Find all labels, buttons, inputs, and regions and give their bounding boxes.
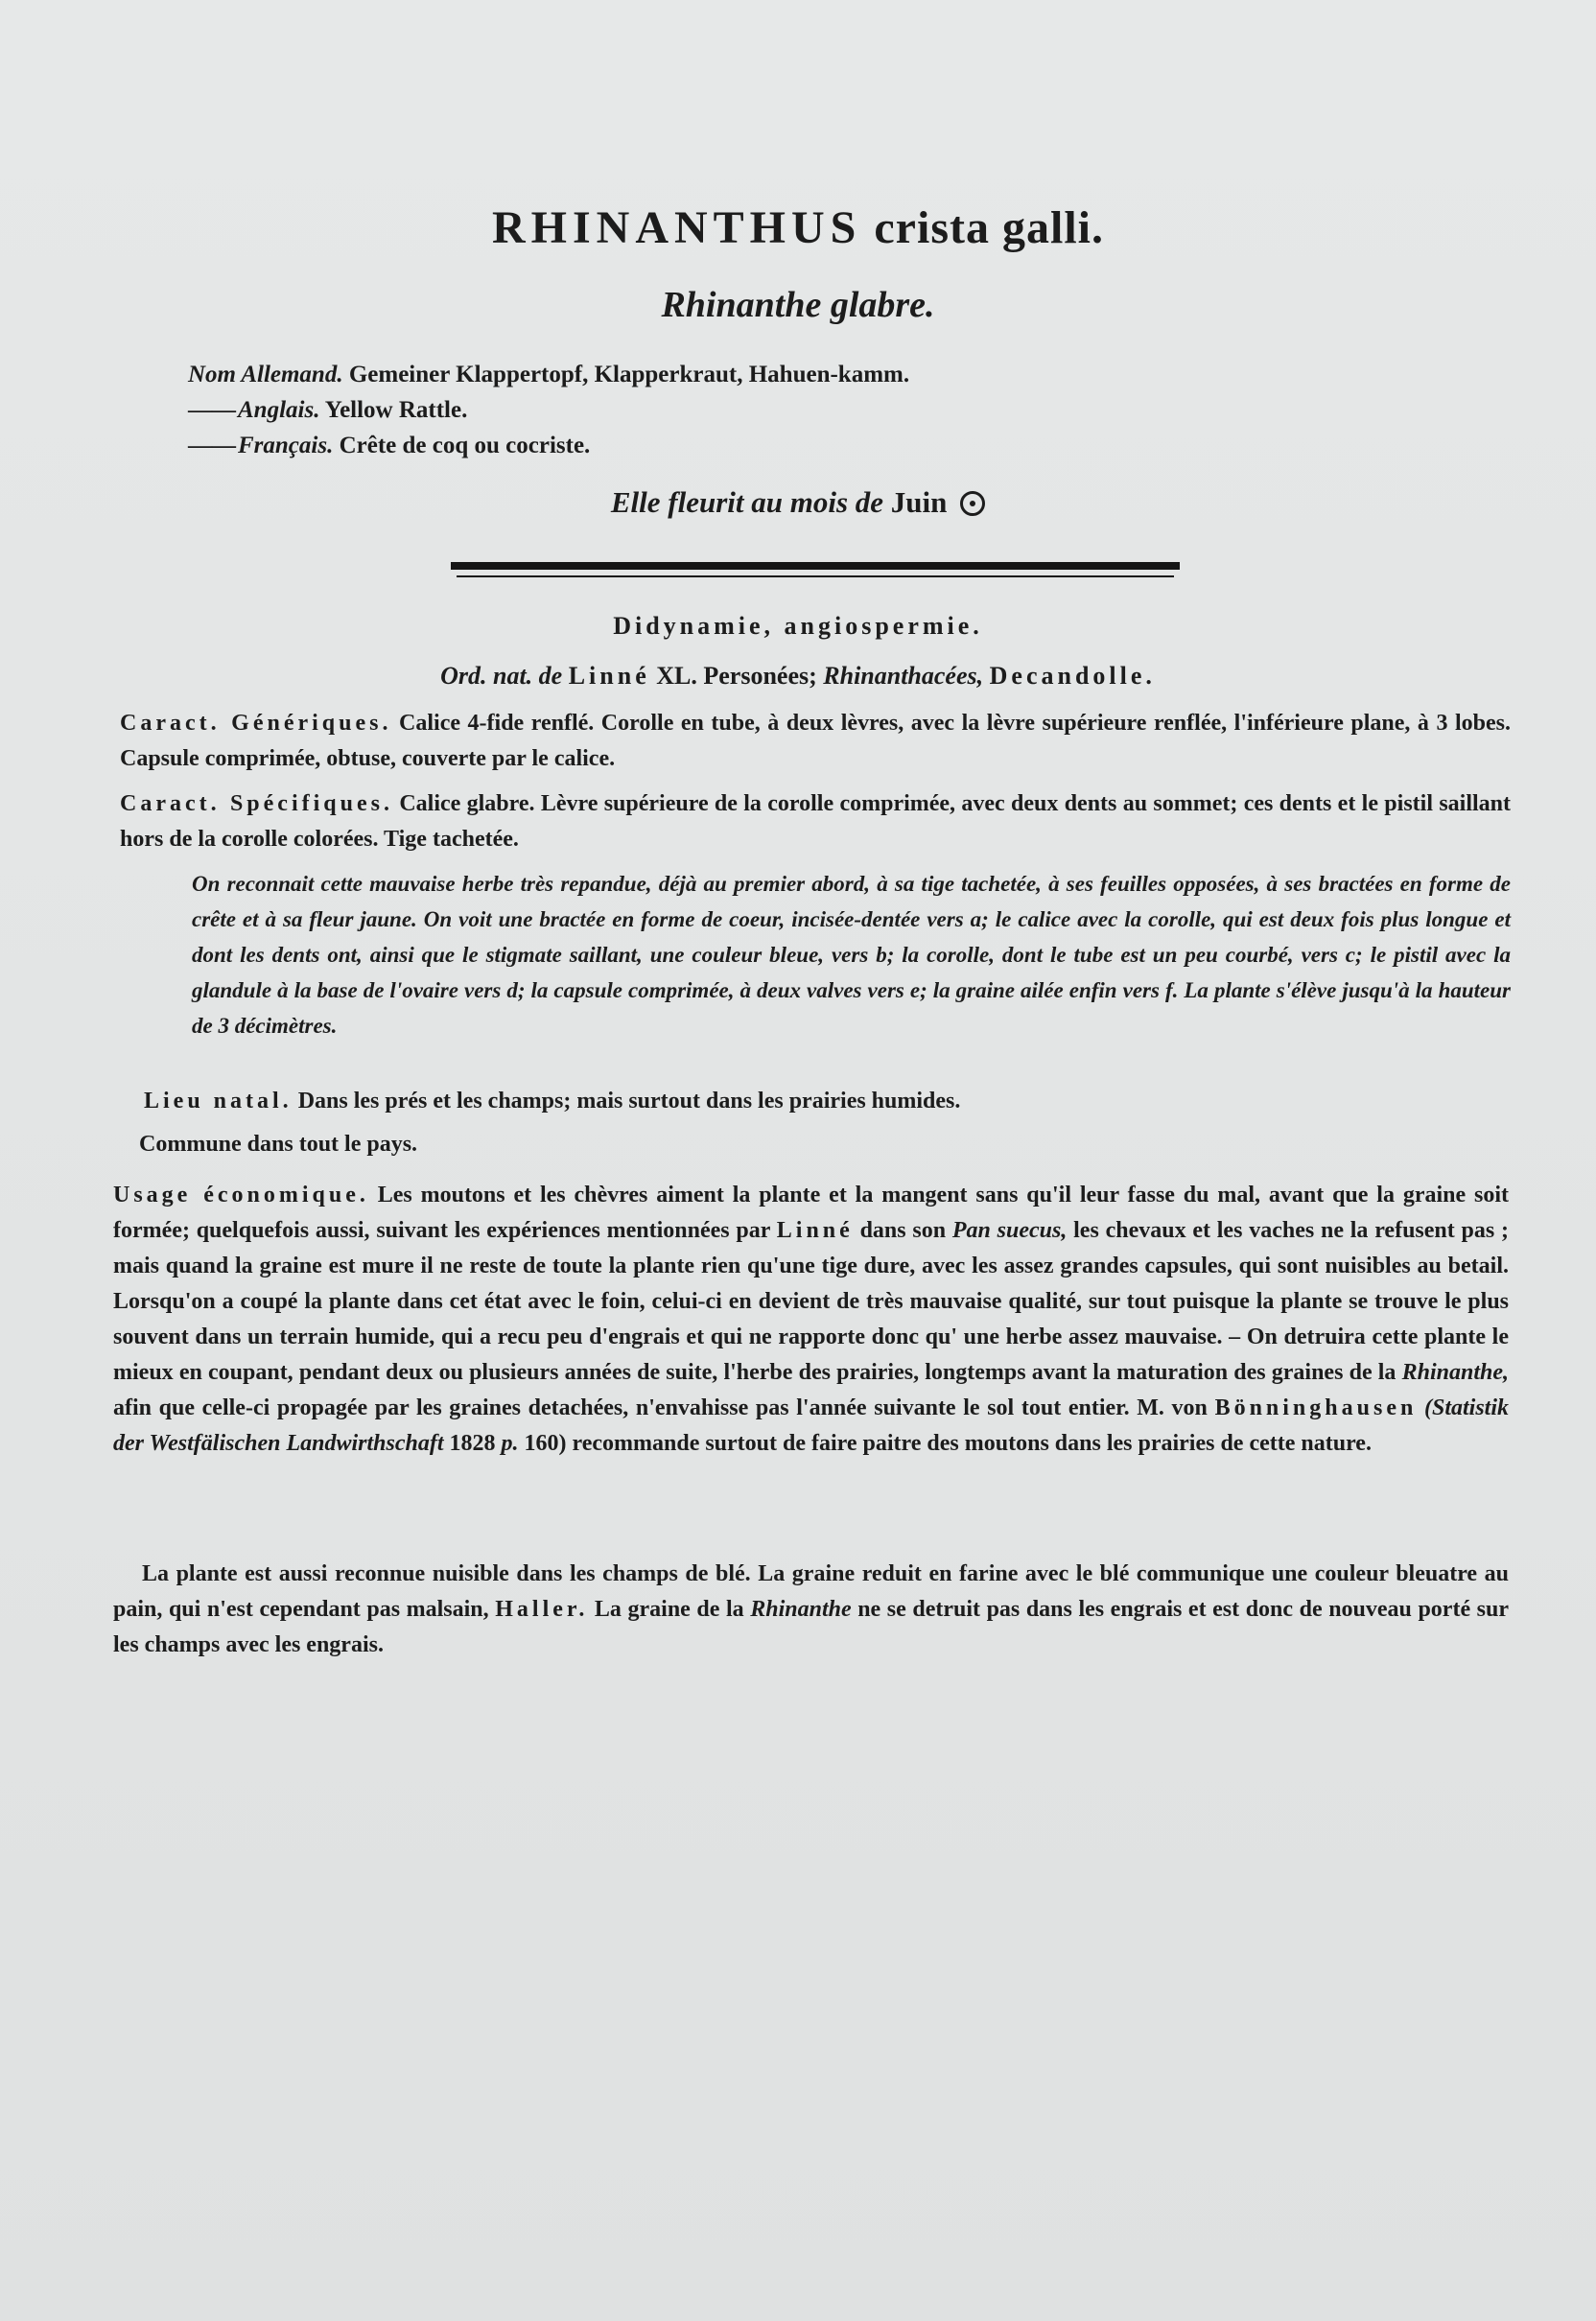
specific-characters: Caract. Spécifiques. Calice glabre. Lèvre supérieure de la corolle comprimée, avec deux dents au sommet; ces dents et le pistil saillant hors de la corolle colorées. Tige tachetée. [120,791,1512,852]
genus-name: RHINANTHUS [491,202,862,253]
habitat: Lieu natal. Dans les prés et les champs; mais surtout dans les prairies humides. [144,1089,961,1114]
name-german: Nom Allemand. Gemeiner Klappertopf, Klapperkraut, Hahuen-kamm. [188,362,910,387]
species-name: crista galli. [874,202,1104,253]
divider-rule-thin [457,575,1174,577]
linnean-class: Didynamie, angiospermie. [613,612,983,640]
habitat-common: Commune dans tout le pays. [139,1132,418,1157]
annual-symbol-icon [960,491,985,516]
economic-usage: Usage économique. Les moutons et les chèvres aiment la plante et la mangent sans qu'il leur fasse du mal, avant que la graine soit formée; quelquefois aussi, suivant les expériences mentionnées par Linné dans son Pan suecus, les chevaux et les vaches ne la refusent pas ; mais quand la graine est mure il ne reste de toute la plante rien qu'une tige dure, avec les assez grandes capsules, qui sont nuisibles au betail. Lorsqu'on a coupé la plante dans cet état avec le foin, celui-ci en devient de très mauvaise qualité, sur tout puisque la plante se trouve le plus souvent dans un terrain humide, qui a recu peu d'engrais et qui ne rapporte donc qu' une herbe assez mauvaise. – On detruira cette plante le mieux en coupant, pendant deux ou plusieurs années de suite, l'herbe des prairies, longtemps avant la maturation des graines de la Rhinanthe, afin que celle-ci propagée par les graines detachées, n'envahisse pas l'année suivante le sol tout entier. M. von Bönninghausen (Statistik der Westfälischen Landwirthschaft 1828 p. 160) recommande surtout de faire paitre des moutons dans les prairies de cette nature. [113,1183,1510,1456]
vernacular-names [188,357,1435,463]
flowering-line: Elle fleurit au mois de Juin [0,485,1596,520]
page-title [0,201,1596,254]
name-french: ——Français. Crête de coq ou cocriste. [188,433,591,458]
divider-rule [451,562,1180,570]
economic-usage-continued: La plante est aussi reconnue nuisible dans les champs de blé. La graine reduit en farine avec le blé communique une couleur bleuatre au pain, qui n'est cependant pas malsain, Haller. La graine de la Rhinanthe ne se detruit pas dans les engrais et est donc de nouveau porté sur les champs avec les engrais. [113,1561,1510,1657]
french-title: Rhinanthe glabre. [661,285,935,325]
name-english: ——Anglais. Yellow Rattle. [188,397,468,423]
plate-description: On reconnait cette mauvaise herbe très repandue, déjà au premier abord, à sa tige tachetée, à ses feuilles opposées, à ses bractées en forme de crête et à sa fleur jaune. On voit une bractée en forme de coeur, incisée-dentée vers a; le calice avec la corolle, qui est deux fois plus longue et dont les dents ont, ainsi que le stigmate saillant, une couleur bleue, vers b; la corolle, dont le tube est un peu courbé, vers c; le pistil avec la glandule à la base de l'ovaire vers d; la capsule comprimée, à deux valves vers e; la graine ailée enfin vers f. La plante s'élève jusqu'à la hauteur de 3 décimètres. [192,872,1511,1038]
natural-order: Ord. nat. de Linné XL. Personées; Rhinanthacées, Decandolle. [440,662,1156,690]
generic-characters: Caract. Génériques. Calice 4-fide renflé. Corolle en tube, à deux lèvres, avec la lèvre supérieure renflée, l'inférieure plane, à 3 lobes. Capsule comprimée, obtuse, couverte par le calice. [120,711,1512,771]
